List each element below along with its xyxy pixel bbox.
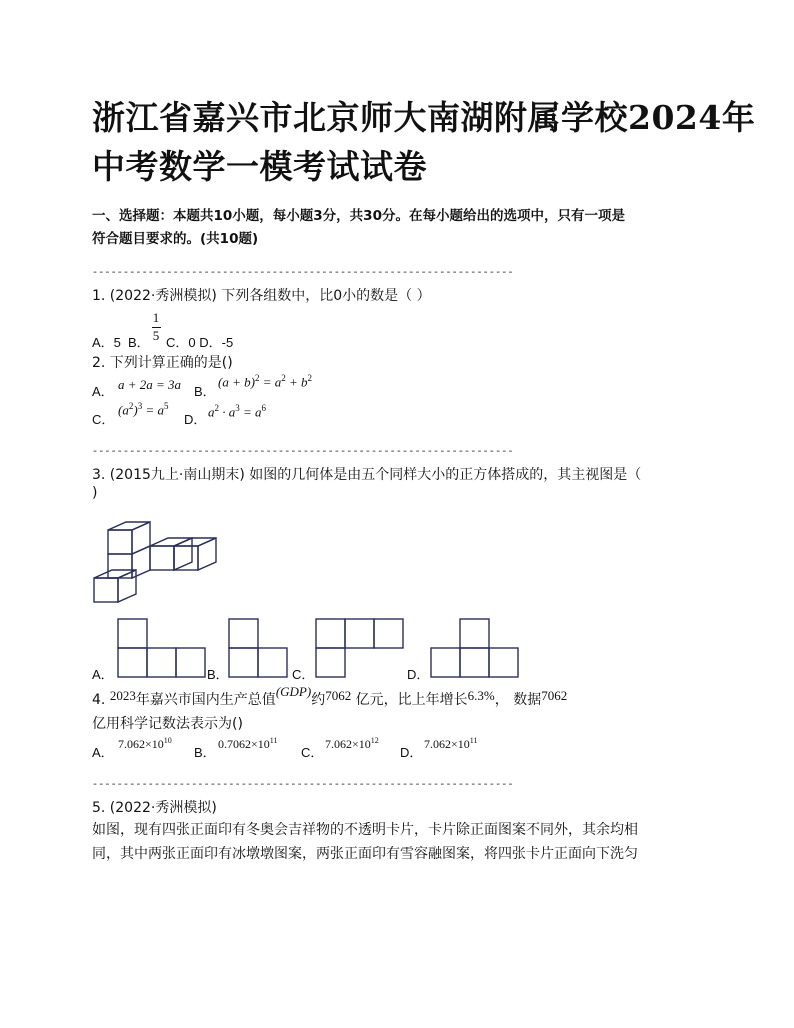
page-title-line-2: 中考数学一模考试试卷 bbox=[92, 147, 427, 186]
q2-option-a-label: A． bbox=[92, 384, 114, 399]
section-header-line-1: 一、选择题：本题共10小题，每小题3分，共30分。在每小题给出的选项中，只有一项是 bbox=[92, 208, 625, 224]
question-3-stem-line-2: ) bbox=[92, 485, 98, 501]
separator: -------------------------------------------------------------------- bbox=[92, 780, 514, 791]
q1-fraction-denominator: 5 bbox=[152, 328, 160, 343]
q2-option-c-label: C． bbox=[92, 412, 115, 427]
q3-option-a-figure bbox=[117, 618, 207, 678]
q4-option-a-label: A． bbox=[92, 745, 114, 760]
q3-option-c-label: C． bbox=[292, 667, 315, 682]
q3-option-a-label: A． bbox=[92, 667, 114, 682]
page-title-line-1: 浙江省嘉兴市北京师大南湖附属学校2024年 bbox=[92, 98, 756, 137]
q3-option-b-label: B． bbox=[207, 667, 229, 682]
q2-option-b-expr: $(a + b)^2 = a^2 + b^2$ bbox=[218, 373, 312, 390]
question-4-stem-line-1: 4. 2023年嘉兴市国内生产总值(GDP)约7062 亿元，比上年增长6.3%， 数据7062 bbox=[92, 684, 568, 708]
question-5-stem: 5. (2022·秀洲模拟) bbox=[92, 800, 217, 816]
q4-option-b-label: B． bbox=[194, 745, 216, 760]
q2-option-d-label: D． bbox=[184, 412, 207, 427]
q4-option-c-label: C． bbox=[301, 745, 324, 760]
q4-option-d-label: D． bbox=[400, 745, 423, 760]
q1-option-a: A．5 bbox=[92, 335, 121, 350]
q4-option-c-value: $7.062\times 10^{12}$ bbox=[325, 736, 379, 751]
q2-option-c-expr: $(a^2)^3 = a^5$ bbox=[118, 401, 169, 418]
q4-option-d-value: $7.062\times 10^{11}$ bbox=[424, 736, 478, 751]
q1-option-b-label: B． bbox=[128, 335, 150, 350]
question-1-stem: 1. (2022·秀洲模拟) 下列各组数中，比0小的数是（ ） bbox=[92, 288, 431, 304]
question-5-paragraph-line-2: 同，其中两张正面印有冰墩墩图案，两张正面印有雪容融图案，将四张卡片正面向下洗匀 bbox=[92, 846, 638, 862]
section-header-line-2: 符合题目要求的。(共10题) bbox=[92, 231, 259, 247]
q3-solid-figure bbox=[92, 520, 212, 610]
q3-option-b-figure bbox=[228, 618, 288, 678]
q2-option-d-expr: $a^2 \cdot a^3 = a^6$ bbox=[208, 403, 267, 420]
question-3-stem-line-1: 3. (2015九上·南山期末) 如图的几何体是由五个同样大小的正方体搭成的，其主视图是（ bbox=[92, 467, 642, 483]
q4-option-a-value: $7.062\times 10^{10}$ bbox=[118, 736, 172, 751]
q3-option-d-label: D． bbox=[407, 667, 430, 682]
q3-option-c-figure bbox=[315, 618, 405, 678]
q1-options-c-d: C．0 D．-5 bbox=[166, 335, 234, 350]
q2-option-a-expr: a + 2a = 3a bbox=[118, 377, 182, 392]
question-2-stem: 2. 下列计算正确的是() bbox=[92, 355, 233, 371]
separator: -------------------------------------------------------------------- bbox=[92, 447, 514, 458]
separator: -------------------------------------------------------------------- bbox=[92, 268, 514, 279]
q4-option-b-value: $0.7062\times 10^{11}$ bbox=[218, 736, 278, 751]
q1-fraction-numerator: 1 bbox=[152, 310, 160, 325]
q3-option-d-figure bbox=[430, 618, 520, 678]
question-4-stem-line-2: 亿用科学记数法表示为() bbox=[92, 716, 243, 732]
question-5-paragraph-line-1: 如图，现有四张正面印有冬奥会吉祥物的不透明卡片，卡片除正面图案不同外，其余均相 bbox=[92, 822, 638, 838]
q2-option-b-label: B． bbox=[194, 384, 216, 399]
